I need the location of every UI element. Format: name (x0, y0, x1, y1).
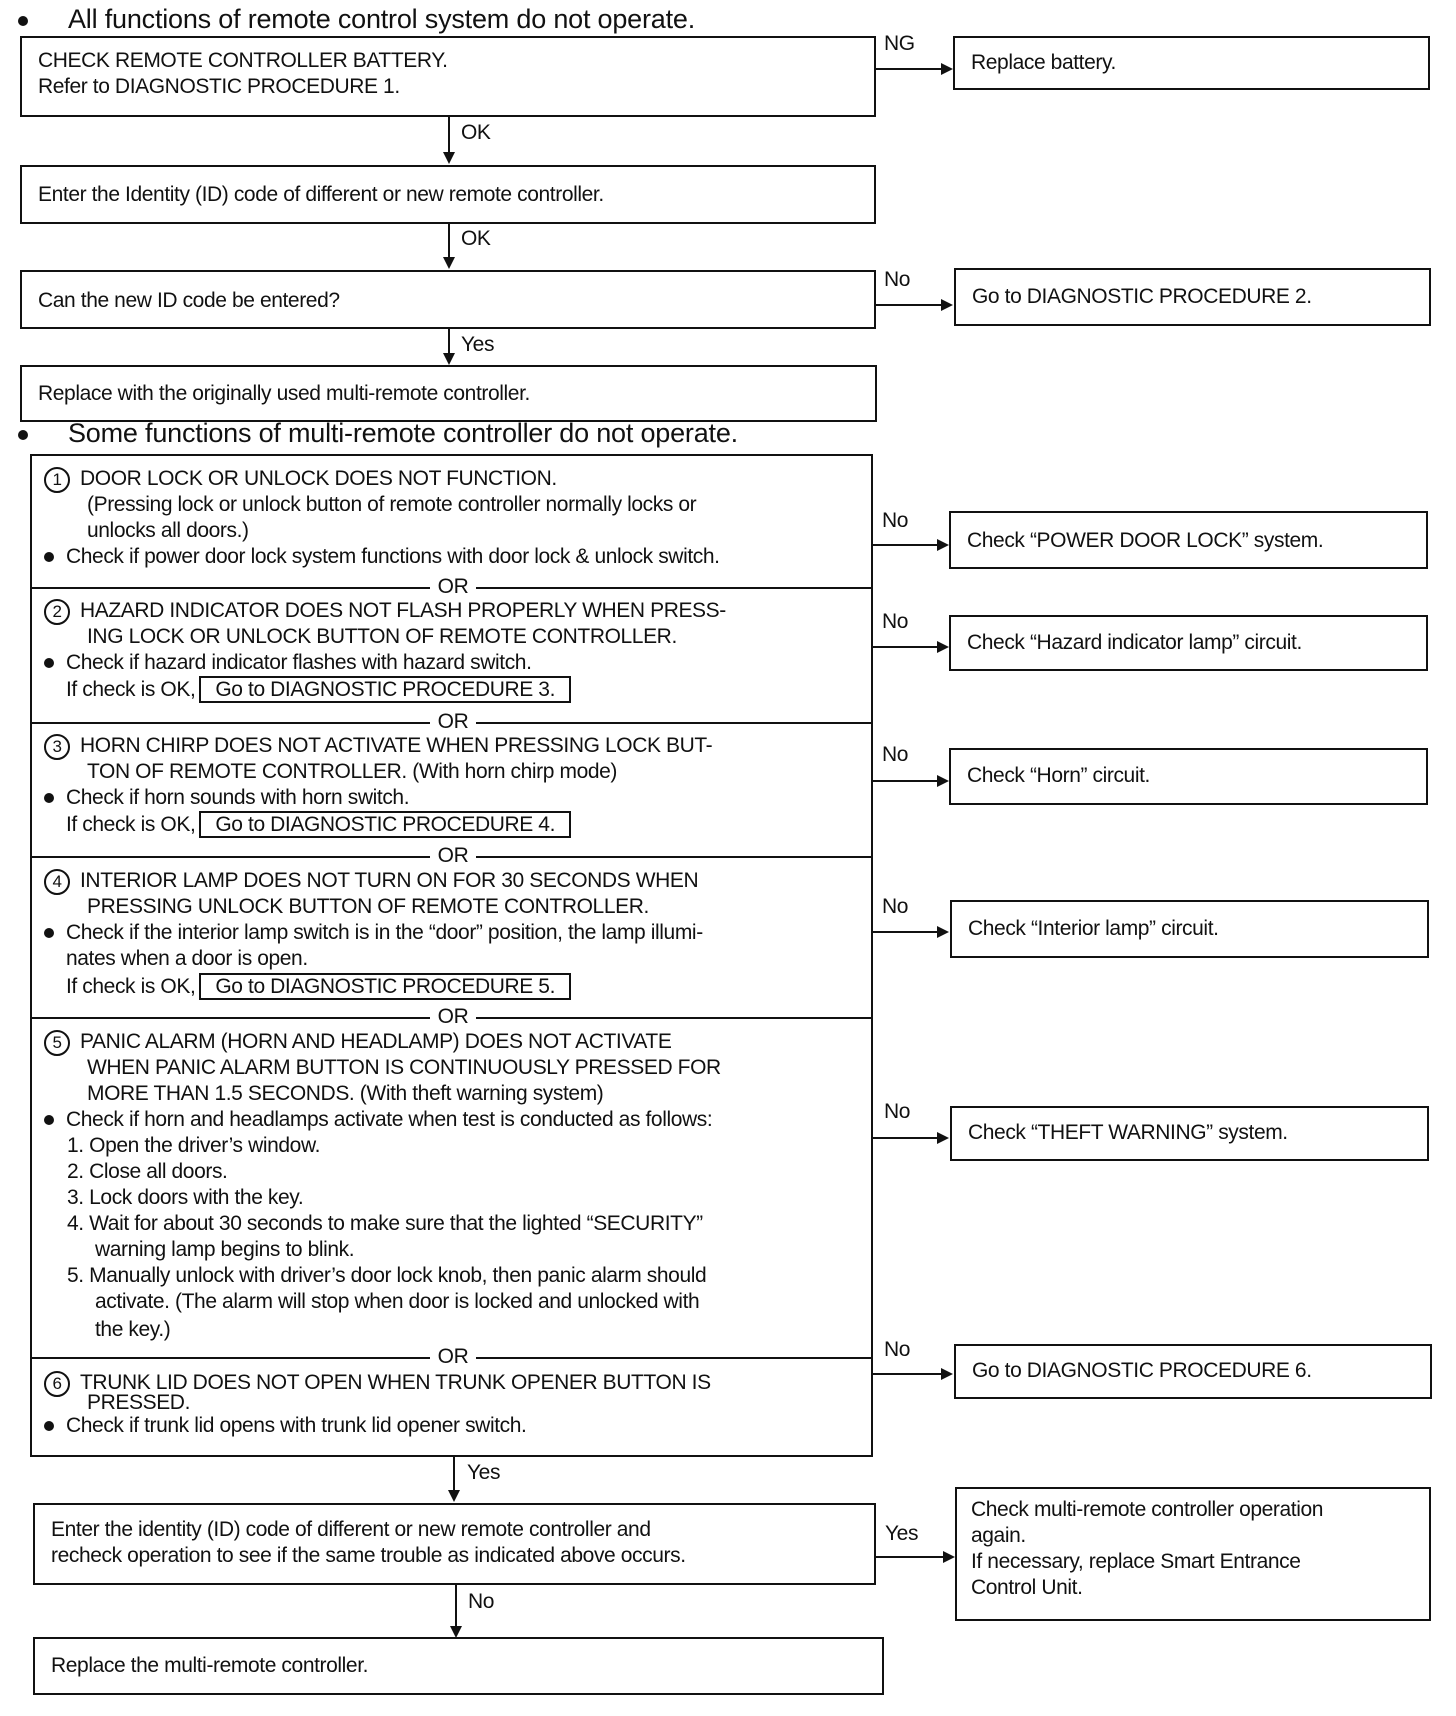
section-5-title: 5 PANIC ALARM (HORN AND HEADLAMP) DOES NOT ACTIVATE (44, 1029, 671, 1056)
no-label: No (882, 895, 909, 918)
no-label: No (468, 1590, 495, 1613)
or-divider: OR (30, 1346, 873, 1370)
section-3-text: TON OF REMOTE CONTROLLER. (With horn chirp mode) (87, 760, 618, 783)
theft-warning-box: Check “THEFT WARNING” system. (950, 1106, 1429, 1161)
circled-number-5: 5 (44, 1030, 70, 1056)
no-label: No (882, 743, 909, 766)
section-4-text: PRESSING UNLOCK BUTTON OF REMOTE CONTROLLER. (87, 895, 649, 918)
recheck-box (33, 1503, 876, 1585)
arrow-down-icon (448, 1490, 460, 1502)
no-label: No (882, 509, 909, 532)
dp3-link-box: Go to DIAGNOSTIC PROCEDURE 3. (199, 676, 571, 703)
arrow-line (448, 117, 450, 153)
or-divider: OR (30, 1006, 873, 1030)
section-2-text: ING LOCK OR UNLOCK BUTTON OF REMOTE CONTROLLER. (87, 625, 677, 648)
ok-label: OK (461, 121, 491, 144)
no-label: No (884, 268, 911, 291)
section-2-ok: If check is OK, Go to DIAGNOSTIC PROCEDURE 3. (66, 677, 571, 703)
step-item: 4. Wait for about 30 seconds to make sure that the lighted “SECURITY” (67, 1212, 703, 1235)
step-item: 2. Close all doors. (67, 1160, 228, 1183)
dp4-link-box: Go to DIAGNOSTIC PROCEDURE 4. (199, 811, 571, 838)
section-4-ok: If check is OK, Go to DIAGNOSTIC PROCEDURE 5. (66, 974, 571, 1000)
box-text: Enter the identity (ID) code of different or new remote controller and (51, 1518, 651, 1541)
section-4-title: 4 INTERIOR LAMP DOES NOT TURN ON FOR 30 SECONDS WHEN (44, 868, 698, 895)
section-1-title: 1 DOOR LOCK OR UNLOCK DOES NOT FUNCTION. (44, 466, 557, 493)
no-label: No (884, 1338, 911, 1361)
box-text: CHECK REMOTE CONTROLLER BATTERY. (38, 49, 448, 72)
replace-original-box (20, 365, 877, 422)
arrow-right-icon (941, 299, 953, 311)
arrow-right-icon (937, 775, 949, 787)
bullet-icon (18, 16, 28, 26)
arrow-line (876, 304, 942, 306)
no-label: No (882, 610, 909, 633)
replace-battery-box (953, 36, 1430, 90)
section-6-title: 6 TRUNK LID DOES NOT OPEN WHEN TRUNK OPENER BUTTON IS (44, 1370, 711, 1397)
circled-number-1: 1 (44, 467, 70, 493)
horn-box: Check “Horn” circuit. (949, 748, 1428, 805)
enter-id-box (20, 165, 876, 224)
interior-lamp-box: Check “Interior lamp” circuit. (950, 900, 1429, 958)
dp2-box (954, 268, 1431, 326)
arrow-line (455, 1585, 457, 1627)
box-text: Replace the multi-remote controller. (51, 1654, 369, 1677)
replace-remote-box (33, 1637, 884, 1695)
arrow-line (448, 224, 450, 258)
circled-number-4: 4 (44, 869, 70, 895)
section-3-ok: If check is OK, Go to DIAGNOSTIC PROCEDURE 4. (66, 812, 571, 838)
arrow-line (873, 931, 937, 933)
yes-label: Yes (885, 1522, 919, 1545)
step-item: warning lamp begins to blink. (95, 1238, 355, 1261)
box-text: Go to DIAGNOSTIC PROCEDURE 2. (972, 285, 1312, 308)
step-item: 3. Lock doors with the key. (67, 1186, 304, 1209)
arrow-line (876, 68, 942, 70)
section-1-check: Check if power door lock system functions with door lock & unlock switch. (44, 544, 720, 570)
circled-number-2: 2 (44, 599, 70, 625)
box-text: Refer to DIAGNOSTIC PROCEDURE 1. (38, 75, 400, 98)
no-label: No (884, 1100, 911, 1123)
check-battery-box (20, 36, 876, 117)
dp6-box: Go to DIAGNOSTIC PROCEDURE 6. (954, 1344, 1432, 1399)
bullet-icon (18, 430, 28, 440)
section-4-text: nates when a door is open. (66, 947, 308, 970)
box-text: If necessary, replace Smart Entrance (971, 1550, 1301, 1573)
arrow-right-icon (943, 1551, 955, 1563)
step-item: activate. (The alarm will stop when door is locked and unlocked with (95, 1290, 700, 1313)
arrow-line (873, 646, 937, 648)
arrow-line (873, 544, 937, 546)
arrow-right-icon (937, 1132, 949, 1144)
step-item: the key.) (95, 1318, 171, 1341)
box-text: Control Unit. (971, 1576, 1083, 1599)
power-door-lock-box: Check “POWER DOOR LOCK” system. (949, 511, 1428, 569)
or-divider: OR (30, 845, 873, 869)
section-1-text: (Pressing lock or unlock button of remote controller normally locks or (87, 493, 697, 516)
ok-label: OK (461, 227, 491, 250)
arrow-right-icon (941, 63, 953, 75)
arrow-line (873, 780, 937, 782)
arrow-right-icon (937, 926, 949, 938)
ng-label: NG (884, 32, 915, 55)
section-5-check: Check if horn and headlamps activate when test is conducted as follows: (44, 1107, 712, 1133)
circled-number-3: 3 (44, 734, 70, 760)
dp5-link-box: Go to DIAGNOSTIC PROCEDURE 5. (199, 973, 571, 1000)
box-text: Can the new ID code be entered? (38, 289, 340, 312)
section-5-text: MORE THAN 1.5 SECONDS. (With theft warning system) (87, 1082, 604, 1105)
arrow-line (453, 1457, 455, 1491)
section-2-check: Check if hazard indicator flashes with hazard switch. (44, 650, 532, 676)
box-text: Check multi-remote controller operation (971, 1498, 1324, 1521)
section-6-text: PRESSED. (87, 1391, 190, 1414)
box-text: Replace with the originally used multi-remote controller. (38, 382, 530, 405)
heading-1: All functions of remote control system do not operate. (18, 4, 695, 35)
or-divider: OR (30, 711, 873, 735)
section-5-text: WHEN PANIC ALARM BUTTON IS CONTINUOUSLY PRESSED FOR (87, 1056, 721, 1079)
hazard-lamp-box: Check “Hazard indicator lamp” circuit. (949, 615, 1428, 671)
arrow-right-icon (937, 539, 949, 551)
arrow-line (876, 1556, 944, 1558)
yes-label: Yes (467, 1461, 501, 1484)
check-operation-box (955, 1487, 1431, 1621)
section-2-title: 2 HAZARD INDICATOR DOES NOT FLASH PROPERLY WHEN PRESS- (44, 598, 726, 625)
section-1-text: unlocks all doors.) (87, 519, 249, 542)
box-text: recheck operation to see if the same trouble as indicated above occurs. (51, 1544, 686, 1567)
new-id-question-box (20, 270, 876, 329)
or-divider: OR (30, 576, 873, 600)
box-text: Enter the Identity (ID) code of different or new remote controller. (38, 183, 604, 206)
arrow-line (873, 1137, 937, 1139)
yes-label: Yes (461, 333, 495, 356)
section-4-check: Check if the interior lamp switch is in the “door” position, the lamp illumi- (44, 920, 703, 946)
box-text: again. (971, 1524, 1026, 1547)
arrow-down-icon (443, 353, 455, 365)
section-6-check: Check if trunk lid opens with trunk lid opener switch. (44, 1413, 526, 1439)
step-item: 5. Manually unlock with driver’s door lock knob, then panic alarm should (67, 1264, 707, 1287)
arrow-line (448, 329, 450, 355)
step-item: 1. Open the driver’s window. (67, 1134, 321, 1157)
circled-number-6: 6 (44, 1371, 70, 1397)
section-3-title: 3 HORN CHIRP DOES NOT ACTIVATE WHEN PRESSING LOCK BUT- (44, 733, 712, 760)
arrow-line (873, 1373, 941, 1375)
box-text: Replace battery. (971, 51, 1116, 74)
arrow-down-icon (443, 152, 455, 164)
arrow-right-icon (941, 1368, 953, 1380)
arrow-down-icon (443, 257, 455, 269)
arrow-right-icon (937, 641, 949, 653)
heading-2: Some functions of multi-remote controller do not operate. (18, 418, 738, 449)
section-3-check: Check if horn sounds with horn switch. (44, 785, 409, 811)
